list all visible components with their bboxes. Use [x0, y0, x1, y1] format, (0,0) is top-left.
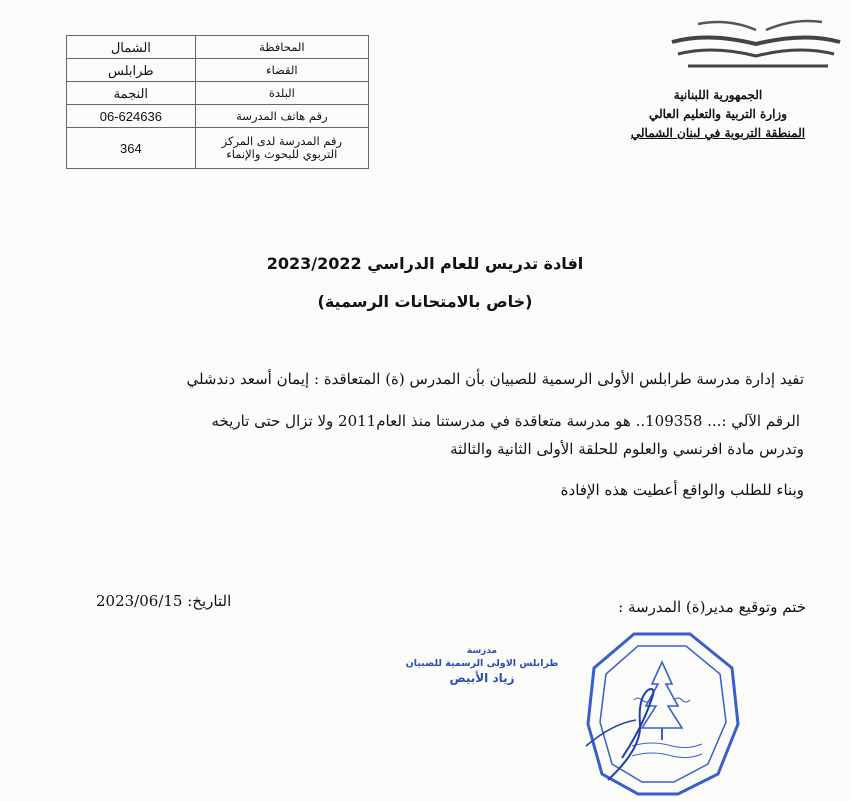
table-row	[67, 105, 369, 128]
info-label: القضاء	[195, 59, 368, 82]
info-label: البلدة	[195, 82, 368, 105]
body-paragraph-line: وبناء للطلب والواقع أعطيت هذه الإفادة	[560, 481, 804, 499]
document-subtitle: (خاص بالامتحانات الرسمية)	[317, 292, 533, 311]
info-label: المحافظة	[195, 36, 368, 59]
document-title: افادة تدريس للعام الدراسي 2023/2022	[266, 254, 584, 273]
stamp-line: طرابلس الاولى الرسمية للصبيان	[405, 658, 559, 669]
table-row	[67, 36, 369, 59]
principal-stamp	[402, 646, 562, 686]
info-label-line: رقم المدرسة لدى المركز	[221, 134, 343, 148]
date-label: التاريخ:	[187, 592, 232, 610]
info-value: طرابلس	[67, 59, 196, 82]
ministry-line: المنطقة التربوية في لبنان الشمالي	[630, 126, 806, 140]
stamp-line: زياد الأبيض	[449, 671, 515, 685]
ministry-header	[598, 86, 838, 143]
book-logo-icon	[668, 14, 844, 82]
ministry-line: وزارة التربية والتعليم العالي	[648, 107, 788, 121]
info-label-line: التربوي للبحوث والإنماء	[226, 147, 338, 161]
table-row	[67, 59, 369, 82]
signature-label: ختم وتوقيع مدير(ة) المدرسة :	[618, 598, 806, 616]
table-row	[67, 82, 369, 105]
table-row	[67, 128, 369, 169]
school-info-table	[66, 35, 369, 169]
date-value: 2023/06/15	[96, 592, 183, 610]
body-paragraph-line: تفيد إدارة مدرسة طرابلس الأولى الرسمية للصبيان بأن المدرس (ة) المتعاقدة : إيمان أسعد دندشلي	[186, 370, 804, 388]
info-label	[195, 128, 368, 169]
info-value: النجمة	[67, 82, 196, 105]
stamp-line: مدرسة	[466, 646, 498, 656]
ministry-line: الجمهورية اللبنانية	[673, 88, 763, 102]
date-field	[96, 592, 231, 610]
body-paragraph-line: الرقم الآلي :... 109358.. هو مدرسة متعاقدة في مدرستنا منذ العام2011 ولا تزال حتى تاريخه	[211, 412, 800, 430]
info-value: 364	[67, 128, 196, 169]
info-label: رقم هاتف المدرسة	[195, 105, 368, 128]
info-value: الشمال	[67, 36, 196, 59]
info-value: 06-624636	[67, 105, 196, 128]
body-paragraph-line: وتدرس مادة افرنسي والعلوم للحلقة الأولى الثانية والثالثة	[450, 440, 804, 458]
official-seal-icon	[582, 628, 742, 798]
